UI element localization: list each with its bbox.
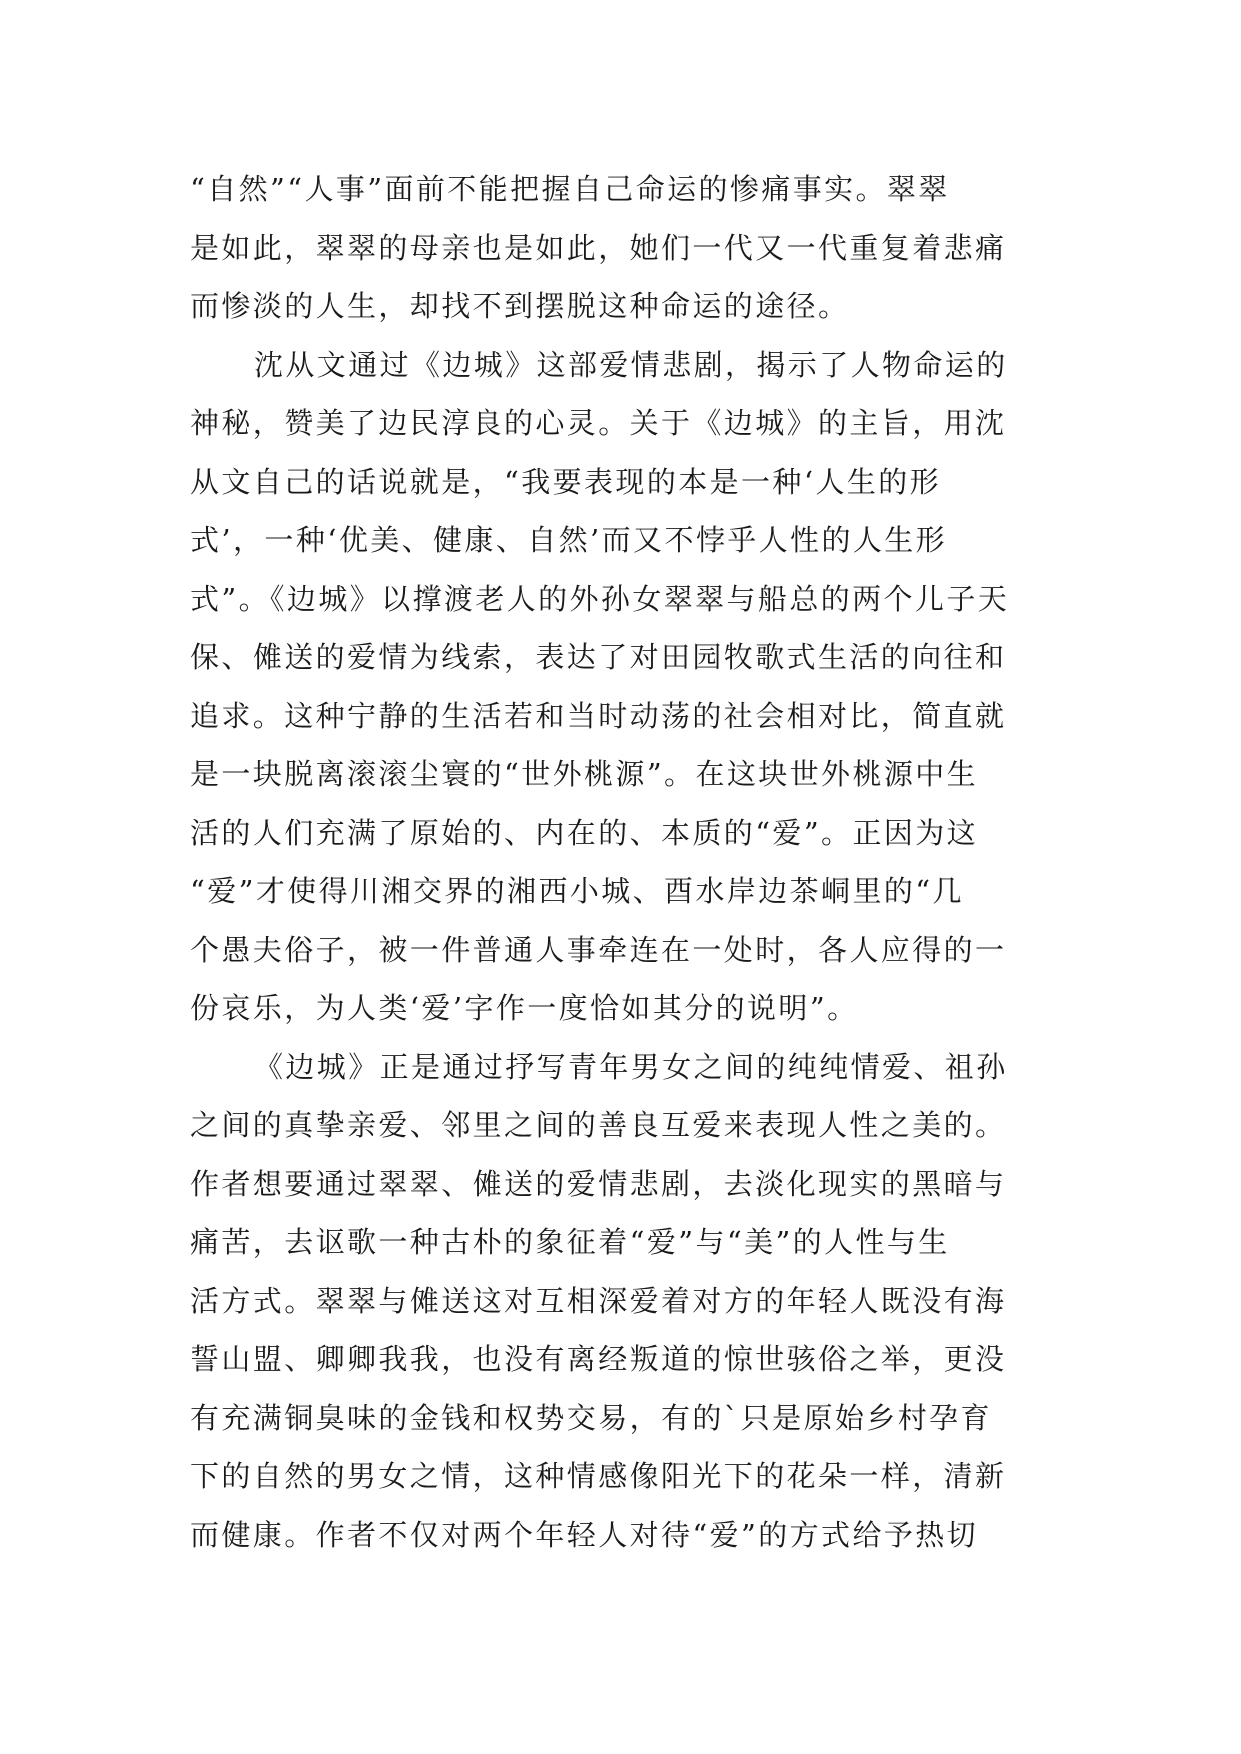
text-line: 活方式。翠翠与傩送这对互相深爱着对方的年轻人既没有海 <box>190 1283 1007 1318</box>
text-line: 是如此，翠翠的母亲也是如此，她们一代又一代重复着悲痛 <box>190 230 1007 265</box>
text-line: 作者想要通过翠翠、傩送的爱情悲剧，去淡化现实的黑暗与 <box>190 1166 1007 1201</box>
text-line: “自然”“人事”面前不能把握自己命运的惨痛事实。翠翠 <box>190 172 950 206</box>
text-line: 而惨淡的人生，却找不到摆脱这种命运的途径。 <box>190 289 850 323</box>
text-line: 式”。《边城》以撑渡老人的外孙女翠翠与船总的两个儿子天 <box>190 581 1010 616</box>
text-line: 保、傩送的爱情为线索，表达了对田园牧歌式生活的向往和 <box>190 640 1007 674</box>
text-line: 下的自然的男女之情，这种情感像阳光下的花朵一样，清新 <box>190 1459 1007 1493</box>
text-line: 而健康。作者不仅对两个年轻人对待“爱”的方式给予热切 <box>190 1517 979 1552</box>
text-line: 份哀乐，为人类‘爱’字作一度恰如其分的说明”。 <box>190 991 859 1025</box>
body-text <box>190 160 1070 1564</box>
text-line: 有充满铜臭味的金钱和权势交易，有的`只是原始乡村孕育 <box>190 1400 992 1435</box>
text-line: 活的人们充满了原始的、内在的、本质的“爱”。正因为这 <box>190 815 979 850</box>
text-line: 式’，一种‘优美、健康、自然’而又不悖乎人性的人生形 <box>190 523 948 557</box>
text-line: 追求。这种宁静的生活若和当时动荡的社会相对比，简直就 <box>190 698 1007 733</box>
text-line: 之间的真挚亲爱、邻里之间的善良互爱来表现人性之美的。 <box>190 1108 1007 1142</box>
text-line: 痛苦，去讴歌一种古朴的象征着“爱”与“美”的人性与生 <box>190 1225 950 1259</box>
text-line: 誓山盟、卿卿我我，也没有离经叛道的惊世骇俗之举，更没 <box>190 1342 1007 1376</box>
text-line: 神秘，赞美了边民淳良的心灵。关于《边城》的主旨，用沈 <box>190 406 1007 440</box>
text-line: 《边城》正是通过抒写青年男女之间的纯纯情爱、祖孙 <box>254 1049 1008 1084</box>
text-line: 个愚夫俗子，被一件普通人事牵连在一处时，各人应得的一 <box>190 932 1007 967</box>
text-line: “爱”才使得川湘交界的湘西小城、酉水岸边茶峒里的“几 <box>190 874 964 908</box>
text-line: 从文自己的话说就是，“我要表现的本是一种‘人生的形 <box>190 464 942 499</box>
text-line: 是一块脱离滚滚尘寰的“世外桃源”。在这块世外桃源中生 <box>190 757 979 791</box>
text-line: 沈从文通过《边城》这部爱情悲剧，揭示了人物命运的 <box>254 347 1008 382</box>
